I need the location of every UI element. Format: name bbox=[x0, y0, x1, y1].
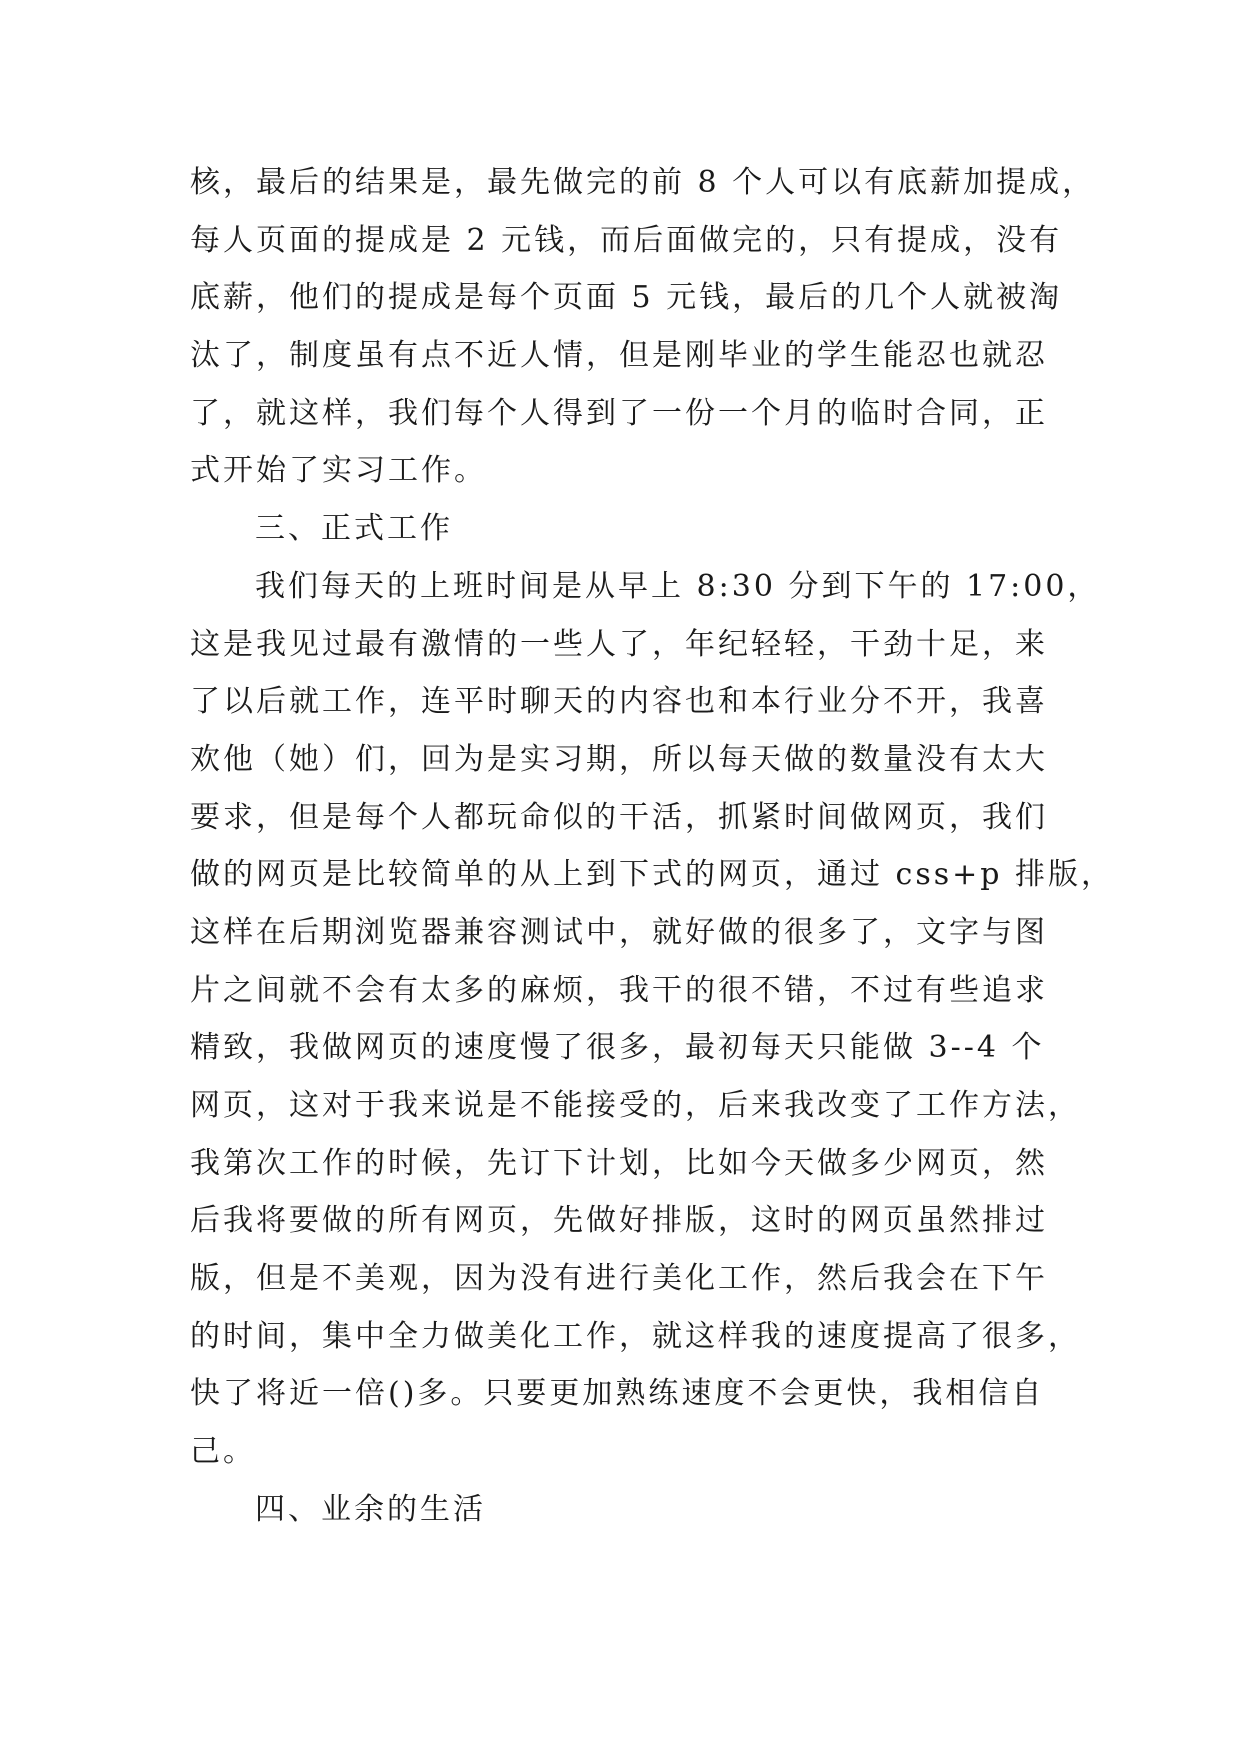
paragraph-line: 这样在后期浏览器兼容测试中，就好做的很多了，文字与图 bbox=[190, 914, 1048, 950]
paragraph-line: 要求，但是每个人都玩命似的干活，抓紧时间做网页，我们 bbox=[190, 799, 1048, 835]
paragraph-line: 每人页面的提成是 2 元钱，而后面做完的，只有提成，没有 bbox=[190, 222, 1063, 258]
paragraph-line: 了以后就工作，连平时聊天的内容也和本行业分不开，我喜 bbox=[190, 684, 1048, 720]
document-body bbox=[190, 154, 1115, 1539]
paragraph-line: 式开始了实习工作。 bbox=[190, 453, 487, 489]
section-heading: 四、业余的生活 bbox=[255, 1491, 486, 1527]
paragraph-line: 快了将近一倍()多。只要更加熟练速度不会更快，我相信自 bbox=[190, 1376, 1045, 1412]
paragraph-line: 核，最后的结果是，最先做完的前 8 个人可以有底薪加提成， bbox=[190, 165, 1096, 200]
paragraph-line: 片之间就不会有太多的麻烦，我干的很不错，不过有些追求 bbox=[190, 972, 1048, 1008]
paragraph-line: 后我将要做的所有网页，先做好排版，这时的网页虽然排过 bbox=[190, 1203, 1048, 1239]
paragraph-line: 的时间，集中全力做美化工作，就这样我的速度提高了很多， bbox=[190, 1318, 1081, 1354]
paragraph-line: 网页，这对于我来说是不能接受的，后来我改变了工作方法， bbox=[190, 1088, 1081, 1123]
paragraph-line: 我们每天的上班时间是从早上 8:30 分到下午的 17:00， bbox=[255, 568, 1101, 604]
paragraph-line: 了，就这样，我们每个人得到了一份一个月的临时合同，正 bbox=[190, 395, 1048, 431]
paragraph-line: 己。 bbox=[190, 1434, 256, 1470]
paragraph-line: 底薪，他们的提成是每个页面 5 元钱，最后的几个人就被淘 bbox=[190, 280, 1063, 316]
paragraph-line: 版，但是不美观，因为没有进行美化工作，然后我会在下午 bbox=[190, 1261, 1048, 1297]
paragraph-line: 这是我见过最有激情的一些人了，年纪轻轻，干劲十足，来 bbox=[190, 626, 1048, 662]
section-heading: 三、正式工作 bbox=[255, 511, 453, 547]
paragraph-line: 欢他（她）们，回为是实习期，所以每天做的数量没有太大 bbox=[190, 741, 1048, 777]
paragraph-line: 做的网页是比较简单的从上到下式的网页，通过 css+p 排版， bbox=[190, 857, 1115, 893]
paragraph-line: 我第次工作的时候，先订下计划，比如今天做多少网页，然 bbox=[190, 1145, 1048, 1181]
paragraph-line: 精致，我做网页的速度慢了很多，最初每天只能做 3--4 个 bbox=[190, 1030, 1045, 1066]
paragraph-line: 汰了，制度虽有点不近人情，但是刚毕业的学生能忍也就忍 bbox=[190, 338, 1048, 374]
